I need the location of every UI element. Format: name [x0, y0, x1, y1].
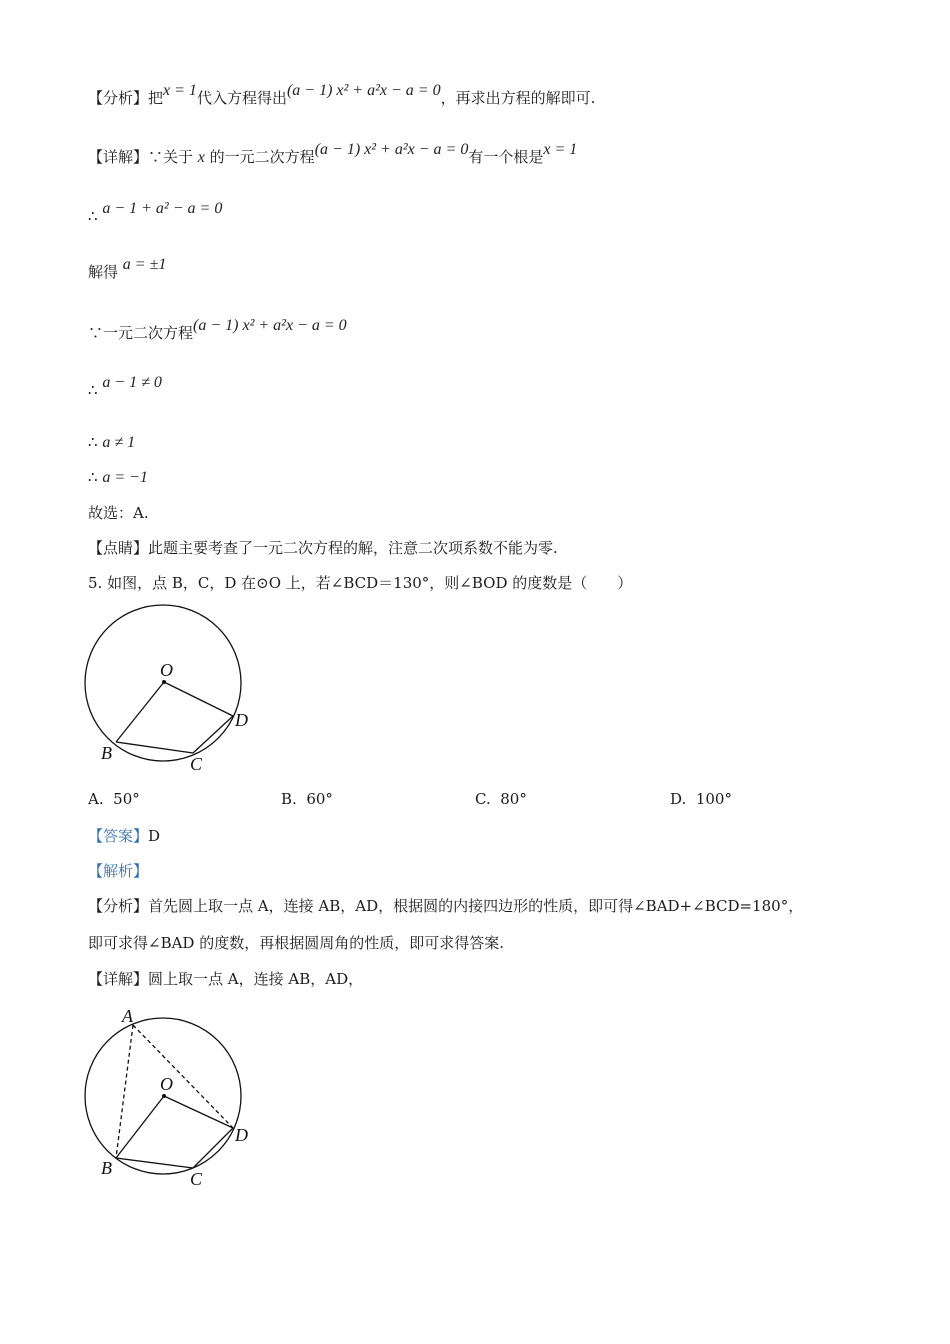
label-d: D	[235, 1125, 248, 1145]
label-d: D	[235, 710, 248, 730]
step-therefore-4	[88, 467, 148, 488]
math-x-equals-1: x = 1	[543, 141, 578, 158]
math-equation: (a − 1) x² + a²x − a = 0	[286, 82, 441, 99]
math-step: a − 1 + a² − a = 0	[102, 200, 223, 217]
solve-label: 解得	[88, 263, 119, 281]
segment-ab-dashed	[116, 1025, 133, 1158]
label-b: B	[101, 1158, 112, 1178]
option-value: 60°	[306, 790, 333, 808]
comment-line	[88, 538, 558, 558]
detail2-text: 圆上取一点 A，连接 AB，AD，	[148, 970, 364, 988]
label-c: C	[190, 1169, 203, 1189]
analysis-text-1: 把	[148, 89, 164, 107]
step-therefore-3	[88, 432, 135, 453]
because-label: ∵一元二次方程	[88, 324, 194, 342]
detail-text-2: 的一元二次方程	[204, 148, 315, 166]
comment-tag: 【点睛】	[88, 539, 149, 557]
label-o: O	[160, 1074, 173, 1094]
segment-bc	[116, 1158, 193, 1168]
segment-od	[164, 682, 233, 716]
detail-tag: 【详解】	[88, 970, 149, 988]
therefore-symbol: ∴	[88, 433, 98, 451]
label-a: A	[122, 1006, 133, 1026]
analysis2-line-1	[88, 896, 803, 916]
option-value: 50°	[113, 790, 140, 808]
math-step: a − 1 ≠ 0	[102, 374, 162, 391]
label-b: B	[101, 743, 112, 763]
choose-line: 故选：A.	[88, 504, 149, 522]
math-x-equals-1: x = 1	[163, 82, 197, 99]
center-point	[162, 680, 166, 684]
option-label: A.	[88, 790, 104, 808]
math-step: a = −1	[102, 469, 148, 486]
step-therefore-2	[88, 374, 162, 401]
segment-od	[164, 1096, 233, 1128]
step-because	[88, 317, 347, 344]
circle-figure-1	[80, 600, 260, 785]
math-step: a ≠ 1	[102, 434, 136, 451]
therefore-symbol: ∴	[88, 381, 98, 399]
option-label: D.	[670, 790, 687, 808]
option-a	[88, 790, 140, 808]
math-equation: (a − 1) x² + a²x − a = 0	[314, 141, 469, 158]
analysis-text-2: 代入方程得出	[196, 89, 287, 107]
detail-line	[88, 141, 578, 168]
segment-cd	[193, 716, 233, 753]
analysis-text-3: ，再求出方程的解即可.	[440, 89, 596, 107]
detail-tag: 【详解】	[88, 148, 149, 166]
parse-line	[88, 861, 148, 881]
math-var-x: x	[197, 149, 205, 166]
analysis-tag: 【分析】	[88, 897, 149, 915]
option-value: 100°	[695, 790, 732, 808]
segment-cd	[193, 1128, 233, 1168]
comment-text: 此题主要考查了一元二次方程的解，注意二次项系数不能为零.	[148, 539, 558, 557]
center-point	[162, 1094, 166, 1098]
detail2-line	[88, 969, 363, 989]
segment-bc	[116, 742, 193, 753]
analysis-tag: 【分析】	[88, 89, 149, 107]
therefore-symbol: ∴	[88, 468, 98, 486]
option-label: B.	[281, 790, 297, 808]
detail-text-3: 有一个根是	[468, 148, 544, 166]
question-5: 5. 如图，点 B，C，D 在⊙O 上，若∠BCD＝130°，则∠BOD 的度数是（ ）	[88, 574, 633, 592]
analysis-line	[88, 82, 596, 109]
math-step: a = ±1	[122, 256, 167, 273]
answer-line	[88, 826, 160, 846]
label-o: O	[160, 660, 173, 680]
step-therefore-1	[88, 200, 223, 227]
answer-value: D	[148, 827, 161, 845]
answer-tag: 【答案】	[88, 827, 149, 845]
therefore-symbol: ∴	[88, 207, 98, 225]
option-value: 80°	[500, 790, 527, 808]
detail-text-1: ∵关于	[148, 148, 198, 166]
label-c: C	[190, 754, 203, 774]
option-b	[281, 790, 333, 808]
circle-figure-2	[80, 1000, 270, 1195]
option-label: C.	[475, 790, 491, 808]
option-c	[475, 790, 527, 808]
parse-tag: 【解析】	[88, 862, 149, 880]
step-solve	[88, 256, 167, 283]
analysis2-line-2: 即可求得∠BAD 的度数，再根据圆周角的性质，即可求得答案.	[88, 934, 504, 952]
math-equation: (a − 1) x² + a²x − a = 0	[193, 317, 347, 334]
segment-ob	[116, 682, 164, 742]
analysis2-text-1: 首先圆上取一点 A，连接 AB，AD，根据圆的内接四边形的性质，即可得∠BAD+∠BCD=180°，	[148, 897, 804, 915]
option-d	[670, 790, 732, 808]
